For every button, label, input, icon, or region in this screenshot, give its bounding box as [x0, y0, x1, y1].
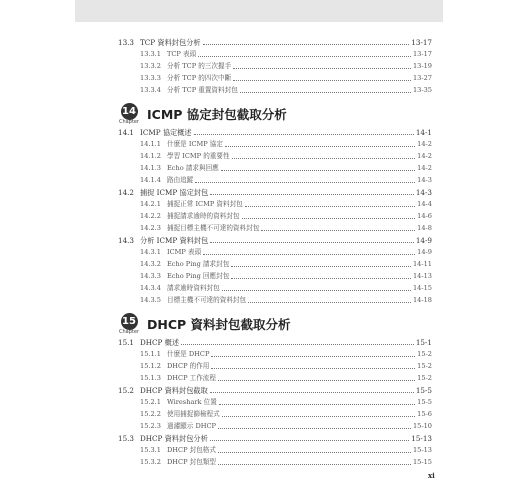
- leader-dots: [210, 392, 414, 393]
- leader-dots: [221, 170, 415, 171]
- entry-page: 14-2: [417, 152, 432, 160]
- leader-dots: [218, 452, 411, 453]
- toc-entry-14-1-1[interactable]: [140, 138, 432, 149]
- leader-dots: [261, 230, 415, 231]
- leader-dots: [232, 158, 416, 159]
- entry-page: 14-2: [417, 164, 432, 172]
- entry-page: 13-17: [412, 50, 432, 58]
- entry-number: 13.3.1: [140, 50, 161, 58]
- leader-dots: [211, 368, 415, 369]
- entry-page: 15-2: [417, 362, 432, 370]
- entry-title: 捕捉請求逾時的資料封包: [166, 212, 240, 220]
- toc-entry-15-1[interactable]: [118, 336, 432, 347]
- chapter-number: 15: [121, 313, 138, 330]
- entry-title: DHCP 的作用: [166, 362, 210, 370]
- toc-entry-14-3-4[interactable]: [140, 282, 432, 293]
- toc-entry-13-3-1[interactable]: [140, 48, 432, 59]
- entry-number: 13.3.3: [140, 74, 161, 82]
- leader-dots: [233, 80, 411, 81]
- entry-number: 15.2.1: [140, 398, 161, 406]
- entry-title: DHCP 概述: [140, 338, 180, 347]
- chapter-label: Chapter: [119, 119, 139, 125]
- toc-entry-13-3-3[interactable]: [140, 72, 432, 83]
- chapter-15-heading: [118, 313, 291, 335]
- leader-dots: [198, 56, 411, 57]
- chapter-title: ICMP 協定封包截取分析: [147, 107, 287, 122]
- entry-title: 學習 ICMP 的重要性: [166, 152, 230, 160]
- entry-page: 15-1: [415, 338, 432, 347]
- entry-number: 14.1.1: [140, 140, 161, 148]
- page-number: xi: [428, 471, 435, 480]
- toc-entry-15-2-1[interactable]: [140, 396, 432, 407]
- entry-page: 13-27: [412, 74, 432, 82]
- toc-entry-14-3-1[interactable]: [140, 246, 432, 257]
- entry-number: 14.3.1: [140, 248, 161, 256]
- entry-title: ICMP 表頭: [166, 248, 202, 256]
- leader-dots: [195, 182, 415, 183]
- entry-page: 15-5: [415, 386, 432, 395]
- entry-number: 14.3.4: [140, 284, 161, 292]
- entry-number: 14.3.5: [140, 296, 161, 304]
- toc-entry-15-2-3[interactable]: [140, 420, 432, 431]
- entry-number: 15.2.2: [140, 410, 161, 418]
- toc-entry-15-3[interactable]: [118, 432, 432, 443]
- toc-entry-14-2-3[interactable]: [140, 222, 432, 233]
- entry-page: 14-8: [417, 224, 432, 232]
- toc-entry-15-2-2[interactable]: [140, 408, 432, 419]
- leader-dots: [240, 92, 411, 93]
- entry-number: 14.3.2: [140, 260, 161, 268]
- toc-entry-15-3-2[interactable]: [140, 456, 432, 467]
- entry-title: DHCP 工作流程: [166, 374, 216, 382]
- entry-number: 14.3.3: [140, 272, 161, 280]
- toc-entry-14-3-3[interactable]: [140, 270, 432, 281]
- leader-dots: [219, 404, 415, 405]
- entry-number: 14.1.2: [140, 152, 161, 160]
- leader-dots: [181, 344, 414, 345]
- entry-title: 分析 TCP 的三次握手: [166, 62, 232, 70]
- toc-entry-14-1-2[interactable]: [140, 150, 432, 161]
- entry-number: 15.2: [118, 386, 135, 395]
- entry-page: 13-35: [412, 86, 432, 94]
- entry-page: 15-15: [412, 458, 432, 466]
- entry-number: 13.3.4: [140, 86, 161, 94]
- entry-title: DHCP 封包格式: [166, 446, 216, 454]
- entry-number: 14.2.3: [140, 224, 161, 232]
- entry-title: 過濾顯示 DHCP: [166, 422, 216, 430]
- entry-page: 14-4: [417, 200, 432, 208]
- leader-dots: [231, 278, 411, 279]
- entry-number: 14.1: [118, 128, 135, 137]
- chapter-number: 14: [121, 103, 138, 120]
- entry-page: 14-1: [415, 128, 432, 137]
- entry-title: DHCP 資料封包分析: [140, 434, 208, 443]
- leader-dots: [245, 206, 415, 207]
- entry-page: 15-6: [417, 410, 432, 418]
- leader-dots: [222, 290, 411, 291]
- toc-entry-14-3[interactable]: [118, 234, 432, 245]
- entry-number: 15.1.2: [140, 362, 161, 370]
- entry-page: 14-9: [417, 248, 432, 256]
- toc-entry-13-3-2[interactable]: [140, 60, 432, 71]
- entry-title: Echo 請求與回應: [166, 164, 219, 172]
- entry-page: 15-5: [417, 398, 432, 406]
- leader-dots: [218, 380, 415, 381]
- toc-entry-15-1-2[interactable]: [140, 360, 432, 371]
- toc-entry-14-1-3[interactable]: [140, 162, 432, 173]
- entry-number: 13.3: [118, 38, 135, 47]
- entry-title: 什麼是 ICMP 協定: [166, 140, 223, 148]
- leader-dots: [231, 266, 411, 267]
- entry-page: 13-19: [412, 62, 432, 70]
- entry-page: 15-13: [411, 434, 432, 443]
- entry-title: 路由追蹤: [166, 176, 194, 184]
- entry-title: 請求逾時資料封包: [166, 284, 220, 292]
- entry-number: 15.1.1: [140, 350, 161, 358]
- toc-entry-15-1-1[interactable]: [140, 348, 432, 359]
- entry-title: TCP 資料封包分析: [140, 38, 201, 47]
- toc-entry-15-1-3[interactable]: [140, 372, 432, 383]
- entry-title: 分析 TCP 的四次中斷: [166, 74, 232, 82]
- entry-title: 捕捉正常 ICMP 資料封包: [166, 200, 243, 208]
- toc-entry-14-1-4[interactable]: [140, 174, 432, 185]
- entry-page: 14-9: [415, 236, 432, 245]
- chapter-badge: [118, 103, 140, 125]
- leader-dots: [248, 302, 411, 303]
- entry-number: 14.3: [118, 236, 135, 245]
- entry-number: 14.2: [118, 188, 135, 197]
- entry-title: Echo Ping 回應封包: [166, 272, 230, 280]
- entry-number: 14.1.3: [140, 164, 161, 172]
- entry-page: 13-17: [411, 38, 432, 47]
- toc-entry-14-2[interactable]: [118, 186, 432, 197]
- toc-entry-13-3[interactable]: [118, 36, 432, 47]
- entry-number: 15.3.2: [140, 458, 161, 466]
- entry-title: Echo Ping 請求封包: [166, 260, 230, 268]
- toc-entry-14-2-1[interactable]: [140, 198, 432, 209]
- toc-entry-14-3-5[interactable]: [140, 294, 432, 305]
- leader-dots: [210, 242, 414, 243]
- leader-dots: [222, 416, 415, 417]
- entry-number: 15.2.3: [140, 422, 161, 430]
- entry-page: 15-10: [412, 422, 432, 430]
- entry-page: 15-13: [412, 446, 432, 454]
- entry-title: 分析 ICMP 資料封包: [140, 236, 209, 245]
- entry-number: 15.1.3: [140, 374, 161, 382]
- leader-dots: [225, 146, 415, 147]
- entry-page: 14-15: [412, 284, 432, 292]
- entry-page: 15-2: [417, 374, 432, 382]
- top-gray-band: [75, 0, 443, 22]
- leader-dots: [233, 68, 411, 69]
- entry-title: Wireshark 位置: [166, 398, 217, 406]
- entry-page: 15-2: [417, 350, 432, 358]
- chapter-title: DHCP 資料封包截取分析: [147, 317, 291, 332]
- chapter-badge: [118, 313, 140, 335]
- leader-dots: [194, 134, 414, 135]
- leader-dots: [210, 194, 414, 195]
- chapter-label: Chapter: [119, 329, 139, 335]
- toc-entry-14-2-2[interactable]: [140, 210, 432, 221]
- leader-dots: [218, 428, 411, 429]
- leader-dots: [203, 254, 415, 255]
- entry-number: 14.2.2: [140, 212, 161, 220]
- entry-number: 14.1.4: [140, 176, 161, 184]
- entry-title: DHCP 封包類型: [166, 458, 216, 466]
- entry-title: ICMP 協定概述: [140, 128, 192, 137]
- entry-number: 15.3: [118, 434, 135, 443]
- leader-dots: [203, 44, 410, 45]
- entry-number: 15.3.1: [140, 446, 161, 454]
- chapter-14-heading: [118, 103, 287, 125]
- entry-page: 14-2: [417, 140, 432, 148]
- toc-entry-14-3-2[interactable]: [140, 258, 432, 269]
- entry-number: 14.2.1: [140, 200, 161, 208]
- entry-title: 目標主機不可達的資料封包: [166, 296, 247, 304]
- entry-title: 使用捕捉篩檢程式: [166, 410, 220, 418]
- toc-entry-15-3-1[interactable]: [140, 444, 432, 455]
- toc-entry-13-3-4[interactable]: [140, 84, 432, 95]
- entry-page: 14-11: [412, 260, 432, 268]
- entry-title: 捕捉目標主機不可達的資料封包: [166, 224, 260, 232]
- entry-page: 14-13: [412, 272, 432, 280]
- entry-number: 15.1: [118, 338, 135, 347]
- entry-title: 什麼是 DHCP: [166, 350, 210, 358]
- entry-title: 分析 TCP 重置資料封包: [166, 86, 238, 94]
- entry-page: 14-3: [417, 176, 432, 184]
- toc-entry-14-1[interactable]: [118, 126, 432, 137]
- toc-entry-15-2[interactable]: [118, 384, 432, 395]
- leader-dots: [211, 356, 415, 357]
- entry-number: 13.3.2: [140, 62, 161, 70]
- leader-dots: [210, 440, 409, 441]
- entry-page: 14-18: [412, 296, 432, 304]
- leader-dots: [218, 464, 411, 465]
- entry-title: DHCP 資料封包截取: [140, 386, 208, 395]
- entry-page: 14-3: [415, 188, 432, 197]
- entry-page: 14-6: [417, 212, 432, 220]
- entry-title: 捕捉 ICMP 協定封包: [140, 188, 209, 197]
- entry-title: TCP 表頭: [166, 50, 197, 58]
- leader-dots: [242, 218, 416, 219]
